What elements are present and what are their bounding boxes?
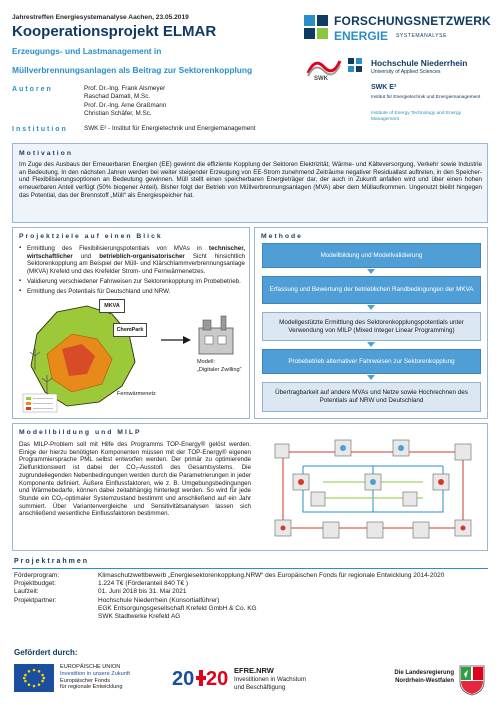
projektrahmen-rule — [12, 568, 488, 569]
motivation-heading: Motivation — [19, 150, 73, 157]
goal-item: ▪ Validierung verschiedener Fahrweisen zur Sektorenkopplung im Probebetrieb. — [19, 278, 245, 286]
plus-icon — [196, 668, 206, 690]
method-step-5: Übertragbarkeit auf andere MVAs und Netze sowie Hochrechnen des Potentials auf NRW und Deutschland — [262, 382, 481, 412]
projekt-row-value: Hochschule Niederrhein (Konsortialführer) — [98, 596, 220, 604]
projekt-row — [14, 580, 488, 588]
institute-en: Institute of Energy Technology and Energy Management — [371, 111, 462, 122]
eu-line-3: Europäischer Fonds — [60, 677, 111, 684]
authors-label: Autoren — [12, 86, 53, 93]
poster-title: Kooperationsprojekt ELMAR — [12, 23, 217, 40]
digital-twin-icon — [195, 314, 237, 358]
projektrahmen-table — [14, 572, 488, 621]
swk-e2-label: SWK E² — [371, 84, 397, 91]
forschungsnetzwerk-sub: SYSTEMANALYSE — [396, 33, 448, 39]
map-label-fernwaerme: Fernwärmenetz — [117, 391, 156, 397]
projektrahmen-heading: Projektrahmen — [14, 558, 90, 565]
map-label-chempark: ChemPark — [113, 323, 147, 337]
eu-line-2: Investition in unsere Zukunft — [60, 670, 130, 677]
author-name: Raschad Damati, M.Sc. — [84, 93, 151, 101]
eu-line-1: EUROPÄISCHE UNION — [60, 664, 121, 670]
nrw-line-2: Nordrhein-Westfalen — [395, 677, 454, 684]
flow-arrow-icon — [367, 375, 375, 380]
modelling-text: Das MILP-Problem soll mit Hilfe des Programms TOP-Energy® gelöst werden. Einige der hierzu benötigten Komponenten müssen mit der TOP-Energy® eigenen Programmiersprache PML selbst entworfen werden. Der primär zu optimierende Zielfunktionswert ist dabei der CO₂-Ausstoß des Gesamtsystems. Die zugrundeliegenden Nebenbedingungen werden durch die Parametrierungen in jeder Komponente definiert. Äußere Einflussfaktoren, wie z. B. Umgebungsbedingungen und Wärmebedarfe, können dabei zeitabhängig hinterlegt werden. So wird für jede Stunde ein CO₂-optimaler Systemzustand bestimmt und anschließend auf ein Jahr summiert. Über Variantenvergleiche und Sensitivitätsanalysen lassen sich anschließend wesentliche Einflussfaktoren bestimmen. — [19, 441, 251, 518]
nrw-crest-icon — [458, 664, 486, 696]
goal-item-1-bold2: betrieblich-organisatorischer — [99, 252, 185, 260]
subtitle-line-1: Erzeugungs- und Lastmanagement in — [12, 46, 162, 56]
projekt-row-key: Laufzeit: — [14, 588, 39, 596]
flow-arrow-icon — [367, 342, 375, 347]
event-line: Jahrestreffen Energiesystemanalyse Aachen, 23.05.2019 — [12, 14, 189, 21]
map-model-label: Modell: — [197, 359, 216, 365]
forschungsnetzwerk-line2: ENERGIE — [334, 29, 389, 43]
eu-flag-icon — [14, 664, 54, 692]
projekt-row-value: 1.224 T€ (Förderanteil 840 T€ ) — [98, 580, 189, 588]
goals-box — [12, 227, 250, 419]
hochschule-icon — [348, 58, 362, 72]
motivation-box — [12, 143, 488, 223]
subtitle-line-2: Müllverbrennungsanlagen als Beitrag zur Sektorenkopplung — [12, 65, 253, 75]
goals-heading: Projektziele auf einen Blick — [19, 233, 163, 240]
top-energy-system-diagram — [263, 432, 483, 546]
motivation-text: Im Zuge des Ausbaus der Erneuerbaren Energien (EE) gewinnt die effiziente Kopplung der Sektoren Elektrizität, Wärme- und Kälteversorgung, Verkehr sowie Industrie an Bedeutung. In den nächsten Jahren werden bei weiter steigender Erzeugung von EE-Strom zunehmend Zeiträume negativer Residuallast auftreten, in den Speicher- und Flexibilisierungsoptionen an Bedeutung gewinnen. Müll stellt einen speicherbaren Energieträger dar, der auch in Zukunft anfallen wird und über einen hohen erneuerbaren Anteil verfügt (50% biogener Anteil). Bisher folgt der Betrieb von Müllverbrennungsanlagen (MVA) aber dem Müllaufkommen. Ungenutzt bleibt hingegen das Potential, das der Brennstoff „Müll“ als Energiespeicher hat. — [19, 161, 482, 199]
swk-small-label: SWK — [314, 76, 328, 82]
map-arrow-icon — [161, 336, 191, 344]
projekt-row-value: EGK Entsorgungsgesellschaft Krefeld GmbH & Co. KG — [98, 604, 257, 612]
goal-item-1-bold: technischer, wirtschaftlicher — [27, 245, 245, 260]
modelling-heading: Modellbildung und MILP — [19, 429, 142, 436]
forschungsnetzwerk-logo — [304, 12, 494, 48]
projekt-row — [14, 613, 488, 621]
flow-arrow-icon — [367, 269, 375, 274]
efre-2020-logo — [172, 664, 232, 696]
projekt-row-key: Projektbudget: — [14, 580, 56, 588]
eu-line-4: für regionale Entwicklung — [60, 684, 123, 691]
goal-item-1-mid: und — [72, 252, 100, 260]
efre-line-2: und Beschäftigung — [234, 683, 286, 691]
goal-item: ▪ Ermittlung des Potentials für Deutschland und NRW. — [19, 288, 245, 296]
method-step-2: Erfassung und Bewertung der betrieblichen Randbedingungen der MKVA — [262, 276, 481, 304]
projekt-row-key: Förderprogram: — [14, 572, 60, 579]
institute-de: Institut für Energietechnik und Energiemanagement — [371, 95, 481, 100]
eu-text — [60, 664, 130, 691]
forschungsnetzwerk-icon — [304, 15, 330, 43]
year-right: 20 — [206, 668, 229, 690]
hochschule-sub: University of Applied Sciences — [371, 69, 441, 75]
swk-wave-icon — [306, 55, 342, 77]
projekt-row — [14, 605, 488, 613]
projekt-row — [14, 597, 488, 605]
efre-line-1: Investitionen in Wachstum — [234, 676, 306, 683]
methode-heading: Methode — [261, 233, 303, 240]
method-step-4: Probebetrieb alternativer Fahrweisen zur Sektorenkopplung — [262, 349, 481, 374]
projekt-row-key: Projektpartner: — [14, 596, 57, 604]
projekt-row-value: Klimaschutzwettbewerb „Energiesektorenkopplung.NRW“ des Europäischen Fonds für regionale Entwicklung 2014-2020 — [98, 572, 445, 579]
goals-list — [19, 245, 245, 297]
institution-value: SWK E² - Institut für Energietechnik und Energiemanagement — [84, 125, 256, 132]
efre-sub — [234, 676, 306, 692]
modelling-box — [12, 423, 488, 551]
goal-item-1-post: Sicht hinsichtlich Sektorenkopplung am Beispiel der Müll- und Klärschlammverbrennungsanlage (MKVA) Krefeld und des Krefelder Strom- und Fernwärmenetzes. — [27, 252, 245, 276]
projekt-row-value: SWK Stadtwerke Krefeld AG — [98, 613, 181, 621]
forschungsnetzwerk-line1: FORSCHUNGSNETZWERK — [334, 14, 491, 28]
flow-arrow-icon — [367, 305, 375, 310]
swk-logo — [306, 55, 342, 85]
projekt-row — [14, 572, 488, 580]
year-left: 20 — [172, 668, 195, 690]
map-model-sub: „Digitaler Zwilling“ — [197, 367, 242, 373]
goal-item — [19, 245, 245, 276]
author-name: Prof. Dr.-Ing. Arne Graßmann — [84, 101, 167, 109]
author-name: Prof. Dr.-Ing. Frank Alsmeyer — [84, 85, 166, 92]
projekt-row-value: 01. Juni 2018 bis 31. Mai 2021 — [98, 588, 187, 596]
method-step-1: Modellbildung und Modellvalidierung — [262, 243, 481, 268]
krefeld-map-illustration — [17, 294, 157, 416]
method-step-3: Modellgestützte Ermittlung des Sektorenkopplungspotentials unter Verwendung von MILP (Mixed Integer Linear Programming) — [262, 312, 481, 341]
projekt-row — [14, 588, 488, 596]
projekt-row-key — [14, 613, 98, 621]
nrw-line-1: Die Landesregierung — [394, 670, 454, 676]
goal-item-1-pre: Ermittlung des Flexibilisierungspotentials von MVAs in — [27, 245, 209, 252]
institution-label: Institution — [12, 126, 68, 133]
hochschule-name: Hochschule Niederrhein — [371, 58, 468, 68]
footer-label: Gefördert durch: — [14, 648, 78, 657]
efre-title: EFRE.NRW — [234, 666, 274, 675]
projekt-row-key — [14, 605, 98, 613]
map-label-mkva: MKVA — [99, 299, 125, 313]
nrw-text — [378, 670, 454, 686]
authors-list — [84, 85, 166, 119]
author-name: Christian Schäfer, M.Sc. — [84, 110, 152, 118]
